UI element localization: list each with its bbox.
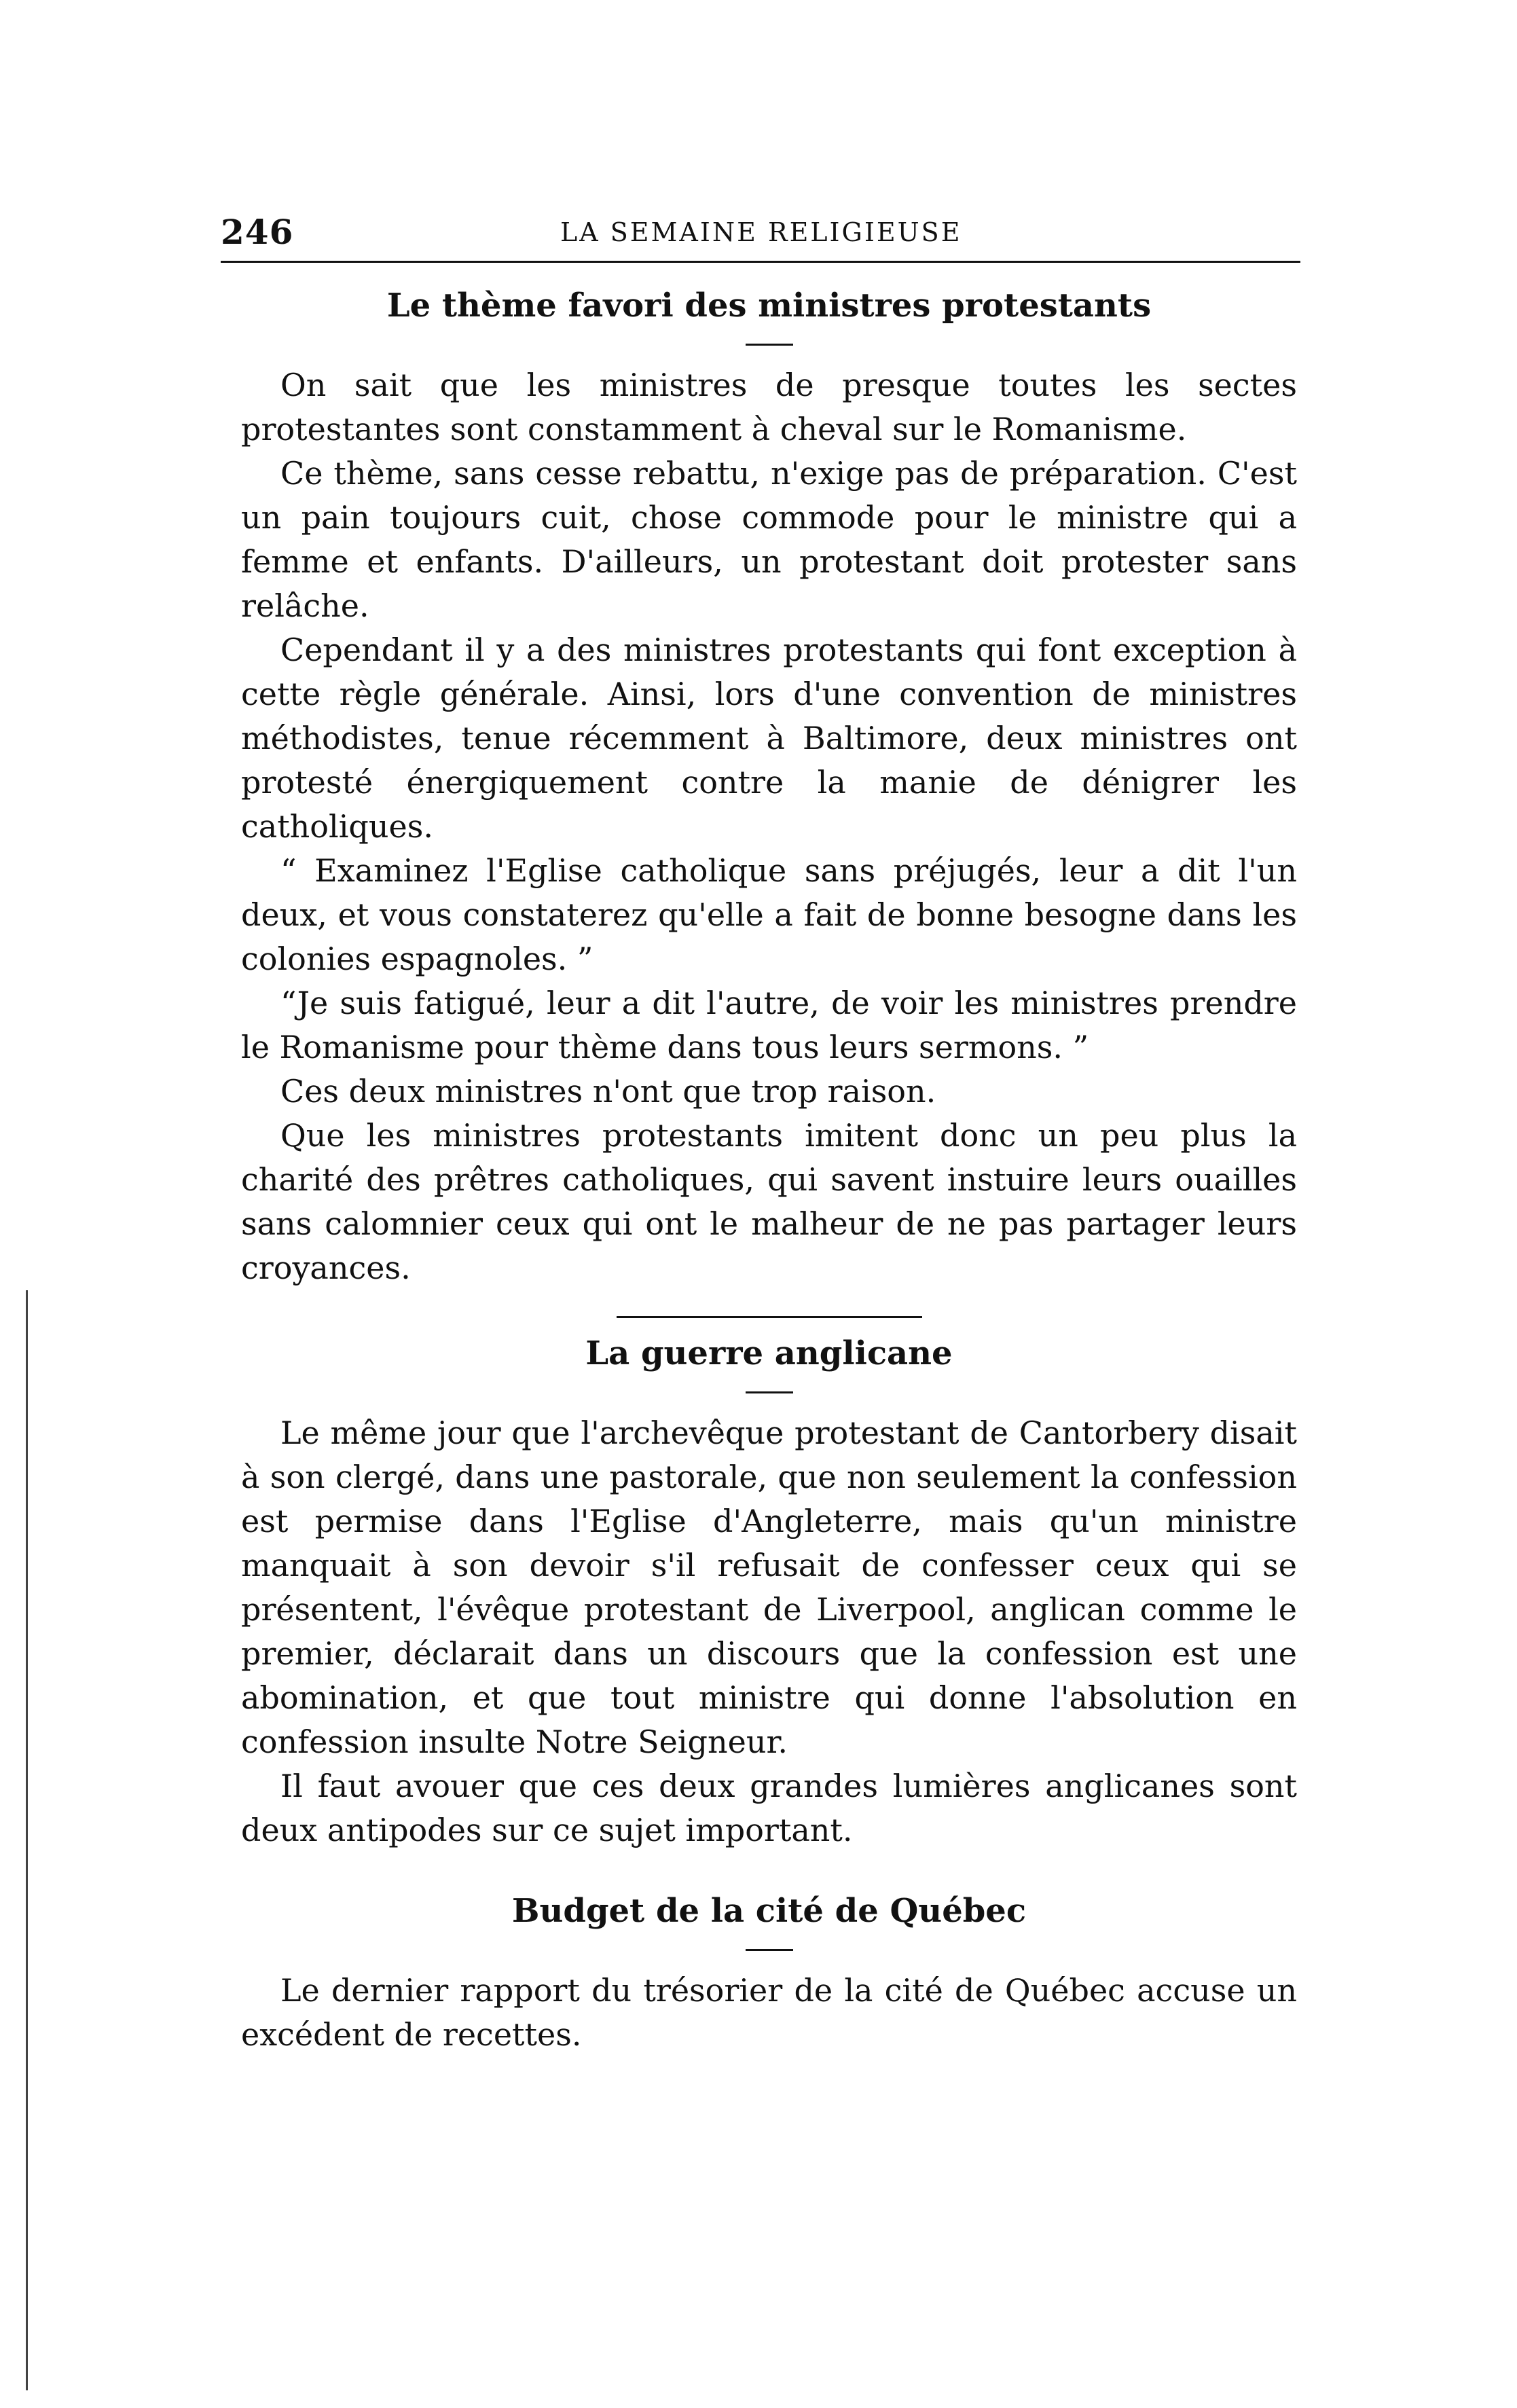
section-divider bbox=[617, 1316, 922, 1318]
paragraph: “ Examinez l'Eglise catholique sans préjugés, leur a dit l'un deux, et vous constaterez qu'elle a fait de bonne besogne dans les colonies espagnoles. ” bbox=[241, 852, 1297, 977]
title-dash bbox=[746, 1949, 793, 1951]
scan-margin-line bbox=[26, 1290, 28, 2390]
header-rule bbox=[221, 261, 1300, 263]
paragraph: Il faut avouer que ces deux grandes lumières anglicanes sont deux antipodes sur ce sujet important. bbox=[241, 1768, 1297, 1848]
section-title: Budget de la cité de Québec bbox=[511, 1892, 1027, 1930]
title-dash bbox=[746, 1391, 793, 1393]
paragraph: Ces deux ministres n'ont que trop raison. bbox=[280, 1073, 936, 1110]
page-number: 246 bbox=[221, 212, 294, 252]
spacer bbox=[241, 1853, 1297, 1877]
journal-title: LA SEMAINE RELIGIEUSE bbox=[560, 217, 962, 247]
paragraph: On sait que les ministres de presque toutes les sectes protestantes sont constamment à cheval sur le Romanisme. bbox=[241, 367, 1297, 448]
running-head bbox=[221, 212, 1300, 253]
paragraph: “Je suis fatigué, leur a dit l'autre, de voir les ministres prendre le Romanisme pour thème dans tous leurs sermons. ” bbox=[241, 985, 1297, 1065]
section-ministres-protestants bbox=[241, 284, 1297, 1290]
section-budget-quebec bbox=[241, 1889, 1297, 2057]
paragraph: Le dernier rapport du trésorier de la cité de Québec accuse un excédent de recettes. bbox=[241, 1972, 1297, 2053]
article-body bbox=[241, 272, 1297, 2057]
paragraph: Le même jour que l'archevêque protestant de Cantorbery disait à son clergé, dans une pastorale, que non seulement la confession est permise dans l'Eglise d'Angleterre, mais qu'un ministre manquait à son devoir s'il refusait de confesser ceux qui se présentent, l'évêque protestant de Liverpool, anglican comme le premier, déclarait dans un discours que la confession est une abomination, et que tout ministre qui donne l'absolution en confession insulte Notre Seigneur. bbox=[241, 1415, 1297, 1760]
paragraph: Que les ministres protestants imitent donc un peu plus la charité des prêtres catholiques, qui savent instuire leurs ouailles sans calomnier ceux qui ont le malheur de ne pas partager leurs croyances. bbox=[241, 1117, 1297, 1286]
title-dash bbox=[746, 344, 793, 346]
section-title: Le thème favori des ministres protestants bbox=[386, 287, 1152, 325]
section-title: La guerre anglicane bbox=[585, 1334, 953, 1372]
section-guerre-anglicane bbox=[241, 1332, 1297, 1853]
paragraph: Ce thème, sans cesse rebattu, n'exige pas de préparation. C'est un pain toujours cuit, chose commode pour le ministre qui a femme et enfants. D'ailleurs, un protestant doit protester sans relâche. bbox=[241, 455, 1297, 624]
paragraph: Cependant il y a des ministres protestants qui font exception à cette règle générale. Ainsi, lors d'une convention de ministres méthodistes, tenue récemment à Baltimore, deux ministres ont protesté énergiquement contre la manie de dénigrer les catholiques. bbox=[241, 632, 1297, 845]
